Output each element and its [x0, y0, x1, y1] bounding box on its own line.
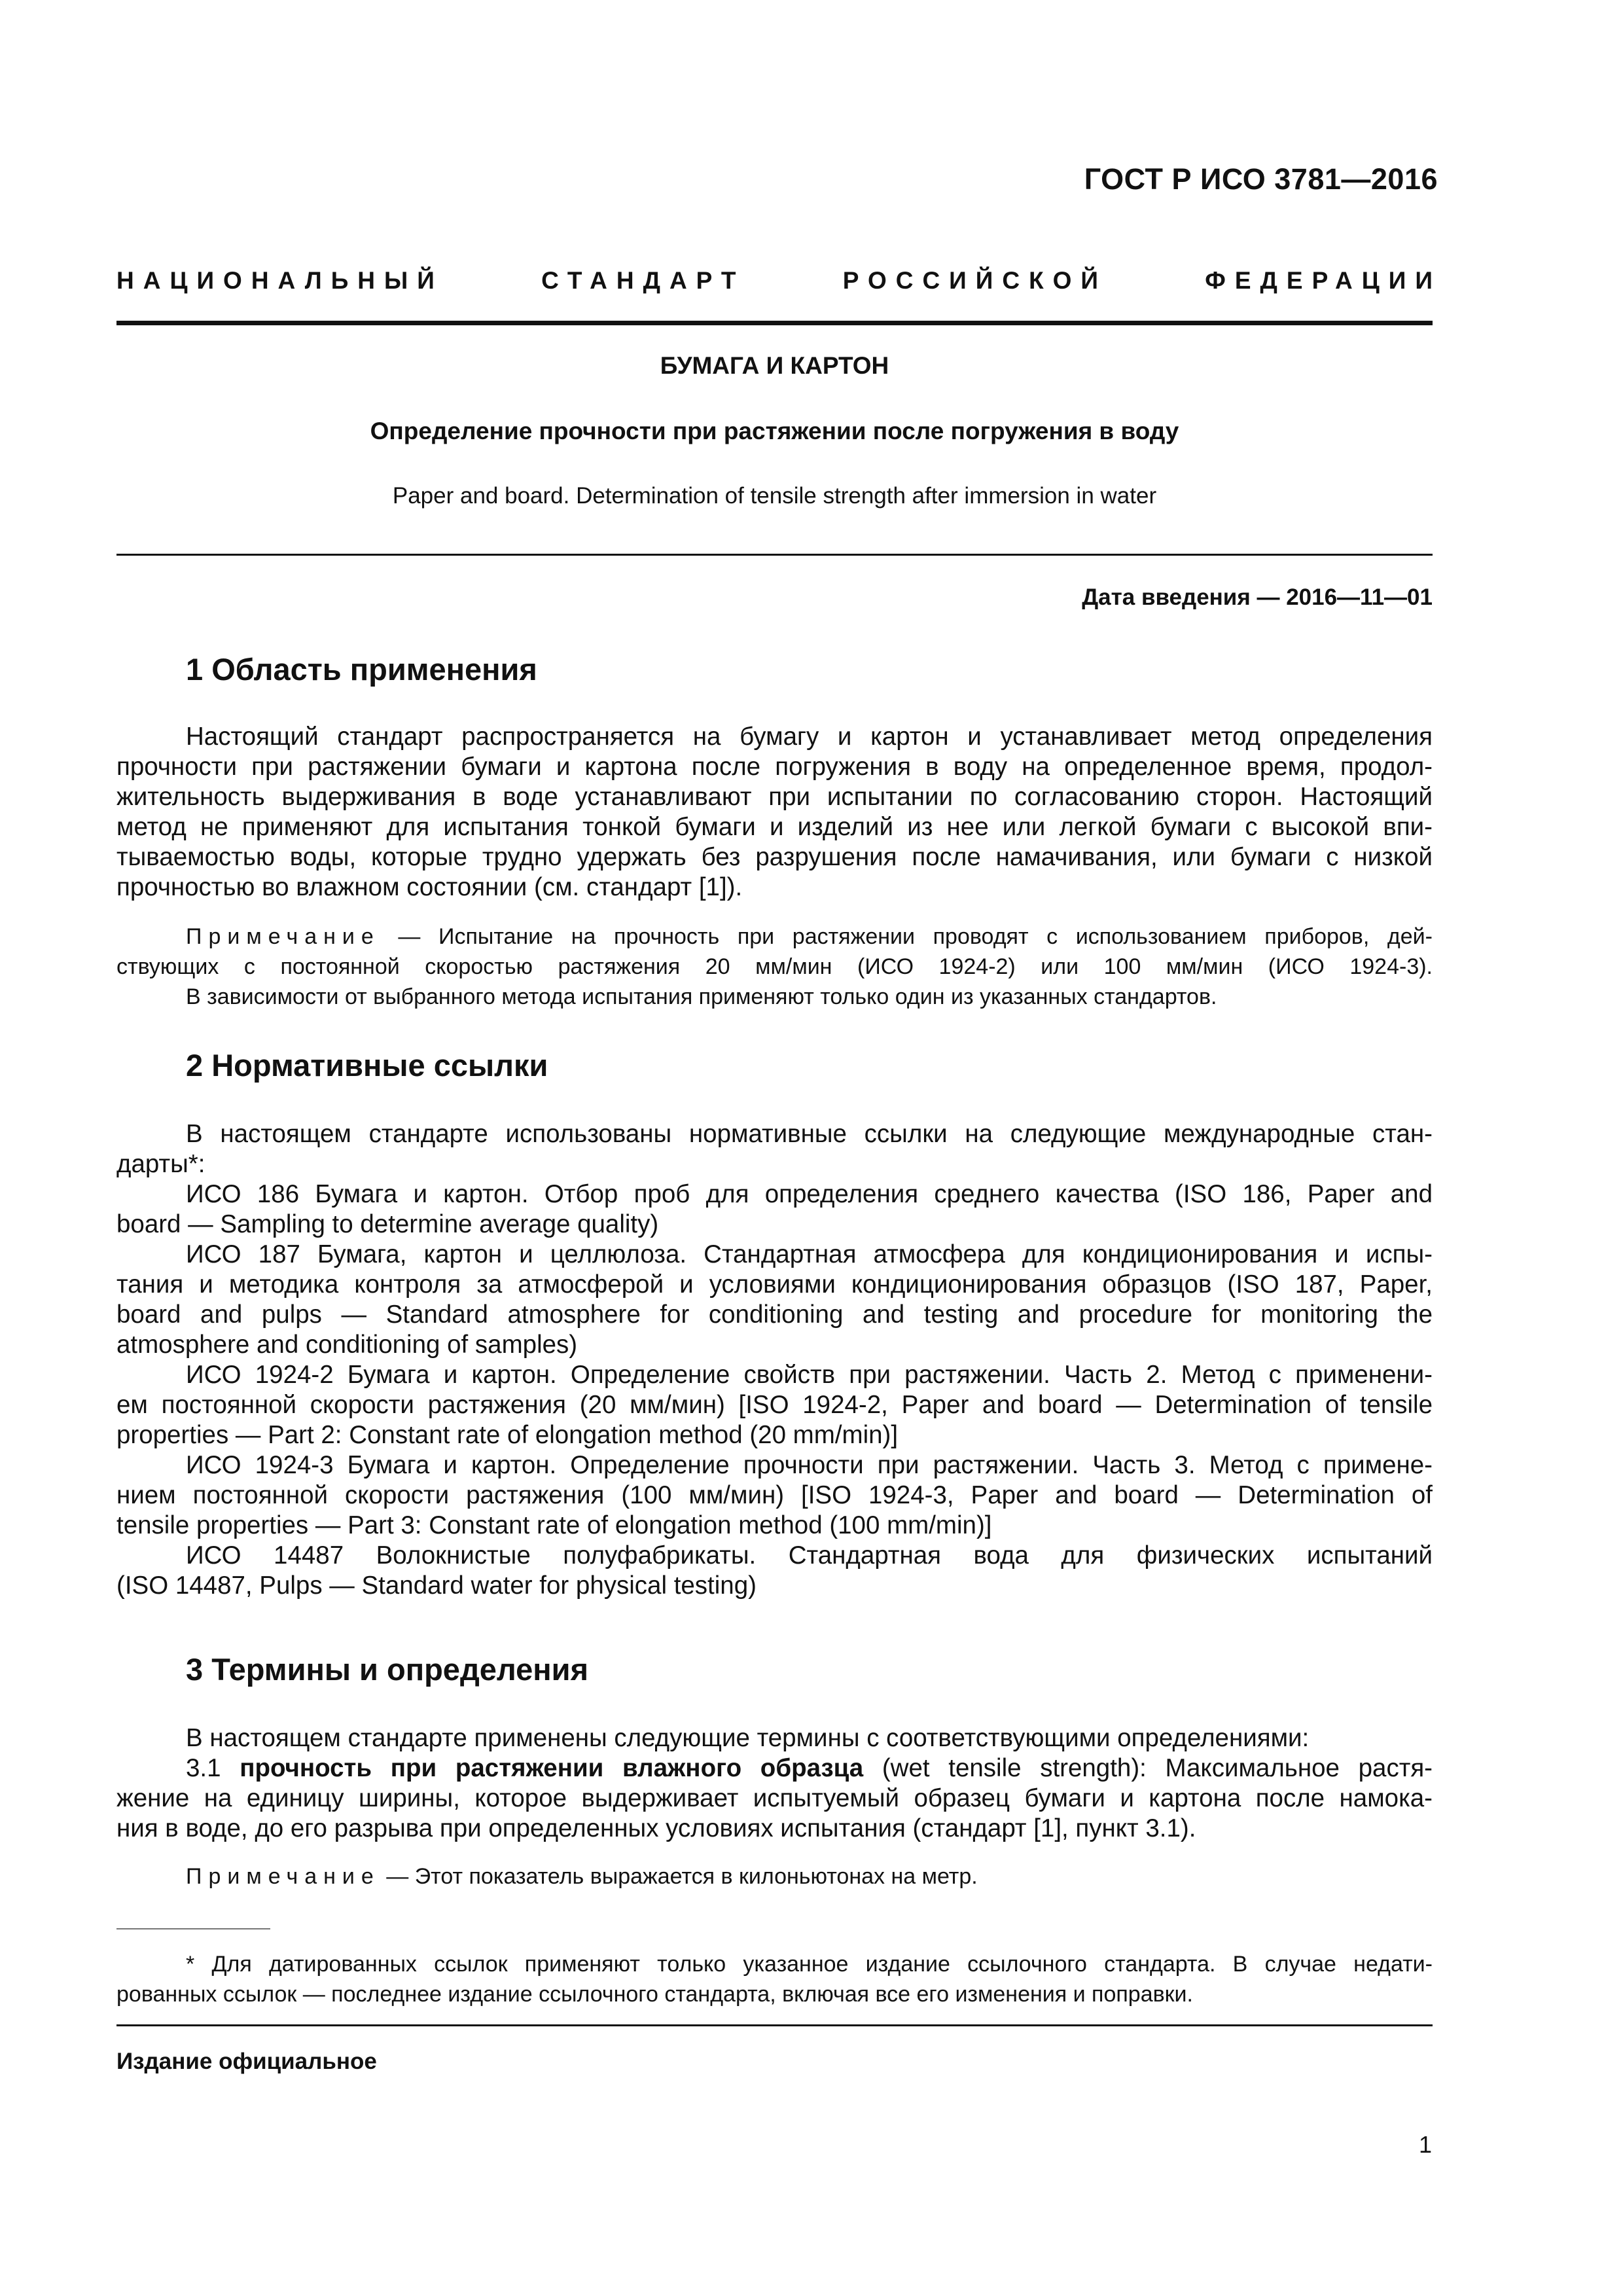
- section-2-paragraph: [116, 1119, 1433, 1601]
- section-3-heading: 3 Термины и определения: [186, 1652, 588, 1687]
- footnote-line: рованных ссылок — последнее издание ссылочного стандарта, включая все его изменения и поправки.: [116, 1982, 1193, 2007]
- term-definition: (wet tensile strength): Максимальное растя-: [863, 1754, 1433, 1782]
- page-number: 1: [1418, 2131, 1432, 2158]
- reference-line: тания и методика контроля за атмосферой и условиями кондиционирования образцов (ISO 187, Paper,: [116, 1270, 1433, 1299]
- text-line: жение на единицу ширины, которое выдерживает испытуемый образец бумаги и картона после намока-: [116, 1784, 1433, 1812]
- text-line: метод не применяют для испытания тонкой бумаги и изделий из нее или легкой бумаги с высокой впи-: [116, 813, 1433, 841]
- reference-line: ИСО 1924-3 Бумага и картон. Определение прочности при растяжении. Часть 3. Метод с примене-: [186, 1451, 1433, 1479]
- reference-line: board and pulps — Standard atmosphere for conditioning and testing and procedure for monitoring the: [116, 1300, 1433, 1329]
- text-line: дарты*:: [116, 1150, 205, 1178]
- reference-line: ИСО 186 Бумага и картон. Отбор проб для определения среднего качества (ISO 186, Paper and: [186, 1180, 1433, 1208]
- footnote-line: * Для датированных ссылок применяют только указанное издание ссылочного стандарта. В случае недати-: [186, 1952, 1433, 1977]
- banner-word: НАЦИОНАЛЬНЫЙ: [116, 267, 444, 294]
- note-text: — Этот показатель выражается в килоньютонах на метр.: [380, 1864, 978, 1889]
- title-rule: [116, 554, 1433, 556]
- footnote: [116, 1949, 1433, 2009]
- text-line: В настоящем стандарте использованы нормативные ссылки на следующие международные стан-: [186, 1120, 1433, 1148]
- banner-word: РОССИЙСКОЙ: [842, 267, 1108, 294]
- reference-line: tensile properties — Part 3: Constant rate of elongation method (100 mm/min)]: [116, 1511, 992, 1539]
- text-line: прочности при растяжении бумаги и картона после погружения в воду на определенное время, продол-: [116, 753, 1433, 781]
- reference-line: ем постоянной скорости растяжения (20 мм/мин) [ISO 1924-2, Paper and board — Determination of tensile: [116, 1391, 1433, 1419]
- term-name: прочность при растяжении влажного образца: [240, 1754, 864, 1782]
- text-line: тываемостью воды, которые трудно удержать без разрушения после намачивания, или бумаги с низкой: [116, 843, 1433, 871]
- section-3-paragraph: [116, 1723, 1433, 1844]
- note-line: ствующих с постоянной скоростью растяжения 20 мм/мин (ИСО 1924-2) или 100 мм/мин (ИСО 1924-3).: [116, 954, 1433, 979]
- term-line: [116, 1753, 1433, 1784]
- document-code: ГОСТ Р ИСО 3781—2016: [1084, 162, 1438, 196]
- reference-line: ИСО 14487 Волокнистые полуфабрикаты. Стандартная вода для физических испытаний: [186, 1541, 1433, 1570]
- note-line: [116, 922, 1433, 952]
- reference-line: atmosphere and conditioning of samples): [116, 1331, 578, 1359]
- text-line: Настоящий стандарт распространяется на бумагу и картон и устанавливает метод определения: [186, 723, 1433, 751]
- note-text: — Испытание на прочность при растяжении проводят с использованием приборов, дей-: [380, 924, 1433, 949]
- section-1-heading: 1 Область применения: [186, 652, 537, 687]
- text-line: В настоящем стандарте применены следующие термины с соответствующими определениями:: [186, 1724, 1310, 1752]
- english-title: Paper and board. Determination of tensile strength after immersion in water: [392, 483, 1157, 509]
- introduction-date: Дата введения — 2016—11—01: [1082, 584, 1433, 610]
- section-1-note: [116, 922, 1433, 1012]
- footnote-separator: [116, 1928, 270, 1929]
- note-label: Примечание: [186, 1864, 380, 1889]
- note-label: Примечание: [186, 924, 380, 949]
- reference-line: ИСО 1924-2 Бумага и картон. Определение свойств при растяжении. Часть 2. Метод с применени-: [186, 1361, 1433, 1389]
- document-subtitle: Определение прочности при растяжении после погружения в воду: [370, 418, 1179, 444]
- term-number: 3.1: [186, 1754, 240, 1782]
- banner-word: ФЕДЕРАЦИИ: [1205, 267, 1442, 294]
- footer-rule: [116, 2024, 1433, 2026]
- section-3-note: [116, 1861, 1433, 1892]
- header-rule: [116, 321, 1433, 325]
- text-line: жительность выдерживания в воде устанавливают при испытании по согласованию сторон. Настоящий: [116, 783, 1433, 811]
- section-1-paragraph: [116, 722, 1433, 903]
- reference-line: нием постоянной скорости растяжения (100 мм/мин) [ISO 1924-3, Paper and board — Determination of: [116, 1481, 1433, 1509]
- reference-line: properties — Part 2: Constant rate of elongation method (20 mm/min)]: [116, 1421, 899, 1449]
- note-line: [116, 1861, 1433, 1892]
- text-line: прочностью во влажном состоянии (см. стандарт [1]).: [116, 873, 743, 901]
- reference-line: (ISO 14487, Pulps — Standard water for physical testing): [116, 1571, 757, 1600]
- reference-line: ИСО 187 Бумага, картон и целлюлоза. Стандартная атмосфера для кондиционирования и испы-: [186, 1240, 1433, 1268]
- reference-line: board — Sampling to determine average quality): [116, 1210, 659, 1238]
- section-2-heading: 2 Нормативные ссылки: [186, 1048, 548, 1083]
- note-line: В зависимости от выбранного метода испытания применяют только один из указанных стандартов.: [186, 984, 1217, 1009]
- national-standard-banner: [116, 267, 1442, 295]
- document-title: БУМАГА И КАРТОН: [660, 352, 889, 379]
- official-edition-label: Издание официальное: [116, 2049, 377, 2074]
- text-line: ния в воде, до его разрыва при определенных условиях испытания (стандарт [1], пункт 3.1).: [116, 1814, 1196, 1842]
- banner-word: СТАНДАРТ: [541, 267, 745, 294]
